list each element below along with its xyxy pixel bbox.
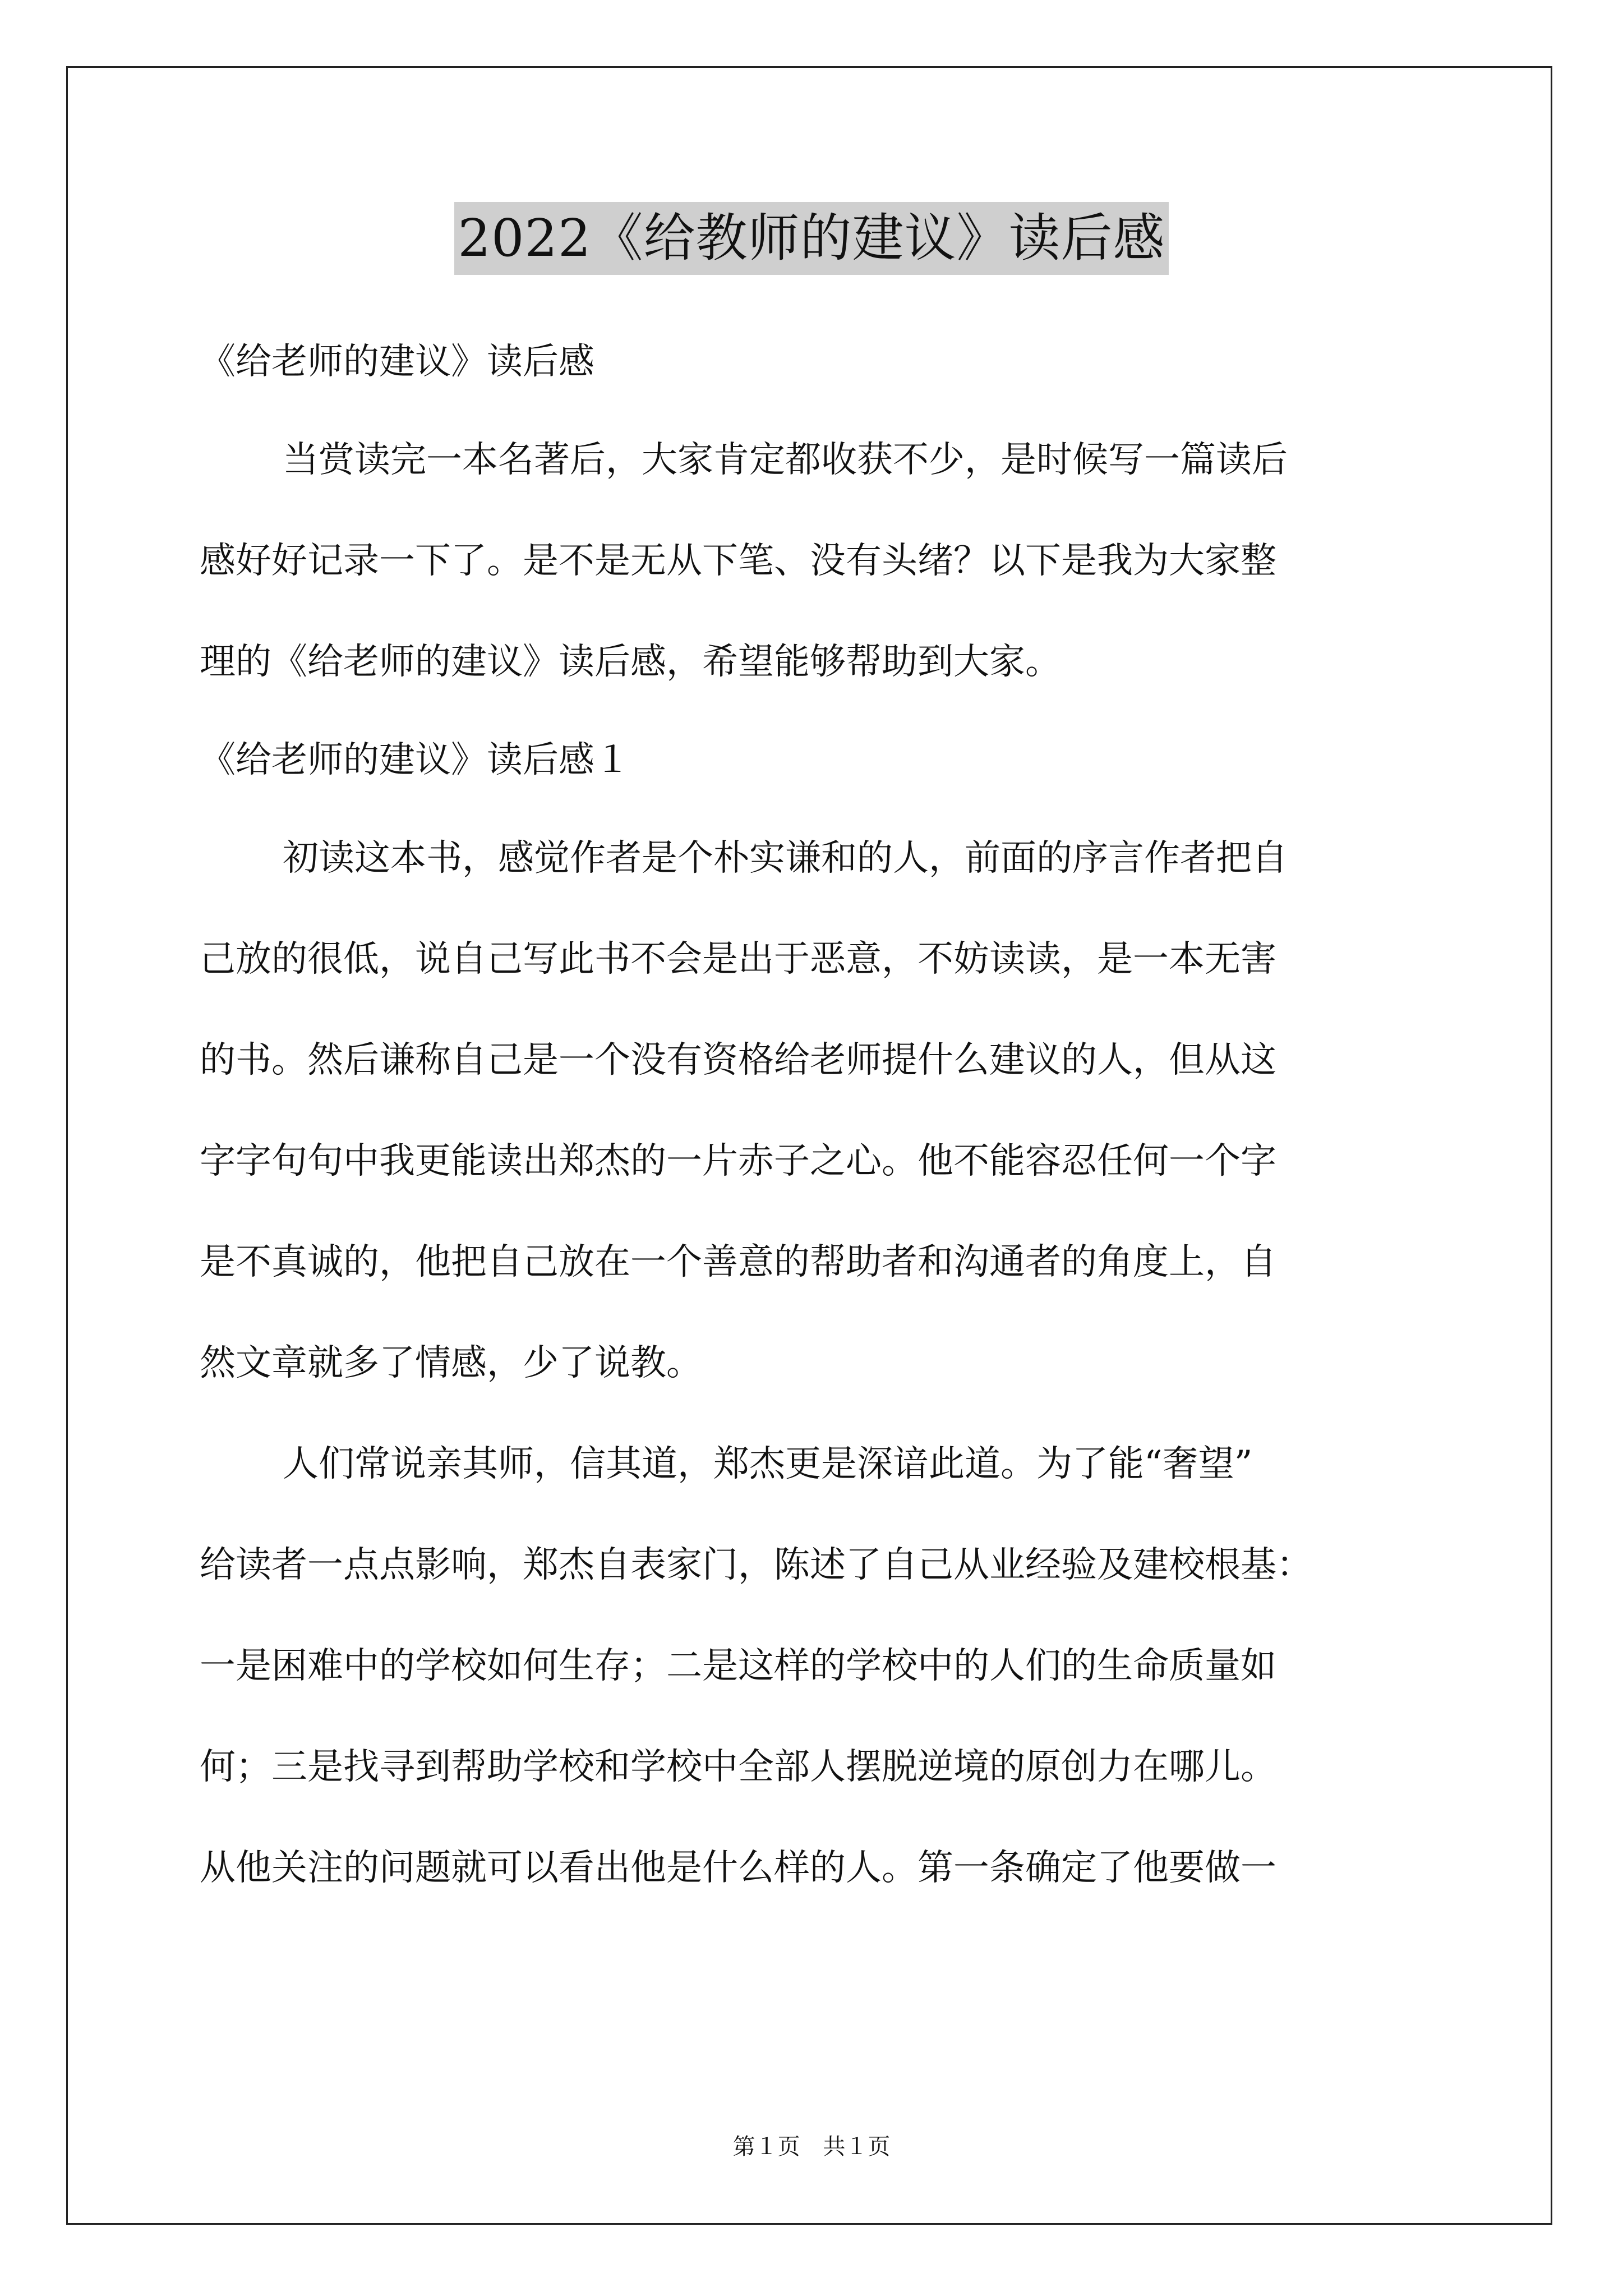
page-footer bbox=[0, 2129, 1623, 2161]
paragraph-line: 给读者一点点影响，郑杰自表家门，陈述了自己从业经验及建校根基： bbox=[200, 1544, 1312, 1586]
title-block bbox=[0, 202, 1623, 275]
paragraph-line: 初读这本书，感觉作者是个朴实谦和的人，前面的序言作者把自 bbox=[283, 838, 1288, 879]
page-total: 共１页 bbox=[823, 2134, 891, 2160]
paragraph-line: 何；三是找寻到帮助学校和学校中全部人摆脱逆境的原创力在哪儿。 bbox=[200, 1746, 1276, 1788]
paragraph-line: 一是困难中的学校如何生存；二是这样的学校中的人们的生命质量如 bbox=[200, 1645, 1276, 1687]
paragraph-line: 的书。然后谦称自己是一个没有资格给老师提什么建议的人，但从这 bbox=[200, 1039, 1276, 1081]
intro-line: 理的《给老师的建议》读后感，希望能够帮助到大家。 bbox=[200, 641, 1061, 683]
section-heading: 《给老师的建议》读后感１ bbox=[200, 739, 630, 781]
paragraph-line: 字字句句中我更能读出郑杰的一片赤子之心。他不能容忍任何一个字 bbox=[200, 1140, 1276, 1182]
paragraph-line: 然文章就多了情感，少了说教。 bbox=[200, 1342, 702, 1384]
subtitle: 《给老师的建议》读后感 bbox=[200, 341, 594, 383]
page-number: 第１页 bbox=[732, 2134, 800, 2160]
paragraph-line: 从他关注的问题就可以看出他是什么样的人。第一条确定了他要做一 bbox=[200, 1847, 1276, 1889]
paragraph-line: 是不真诚的，他把自己放在一个善意的帮助者和沟通者的角度上，自 bbox=[200, 1241, 1276, 1283]
paragraph-line: 人们常说亲其师，信其道，郑杰更是深谙此道。为了能“奢望” bbox=[283, 1443, 1253, 1485]
paragraph-line: 己放的很低，说自己写此书不会是出于恶意，不妨读读，是一本无害 bbox=[200, 938, 1276, 980]
intro-line: 当赏读完一本名著后，大家肯定都收获不少，是时候写一篇读后 bbox=[283, 439, 1288, 481]
document-title: 2022《给教师的建议》读后感 bbox=[454, 202, 1168, 275]
document-body bbox=[200, 314, 1428, 1918]
intro-line: 感好好记录一下了。是不是无从下笔、没有头绪？以下是我为大家整 bbox=[200, 540, 1276, 582]
